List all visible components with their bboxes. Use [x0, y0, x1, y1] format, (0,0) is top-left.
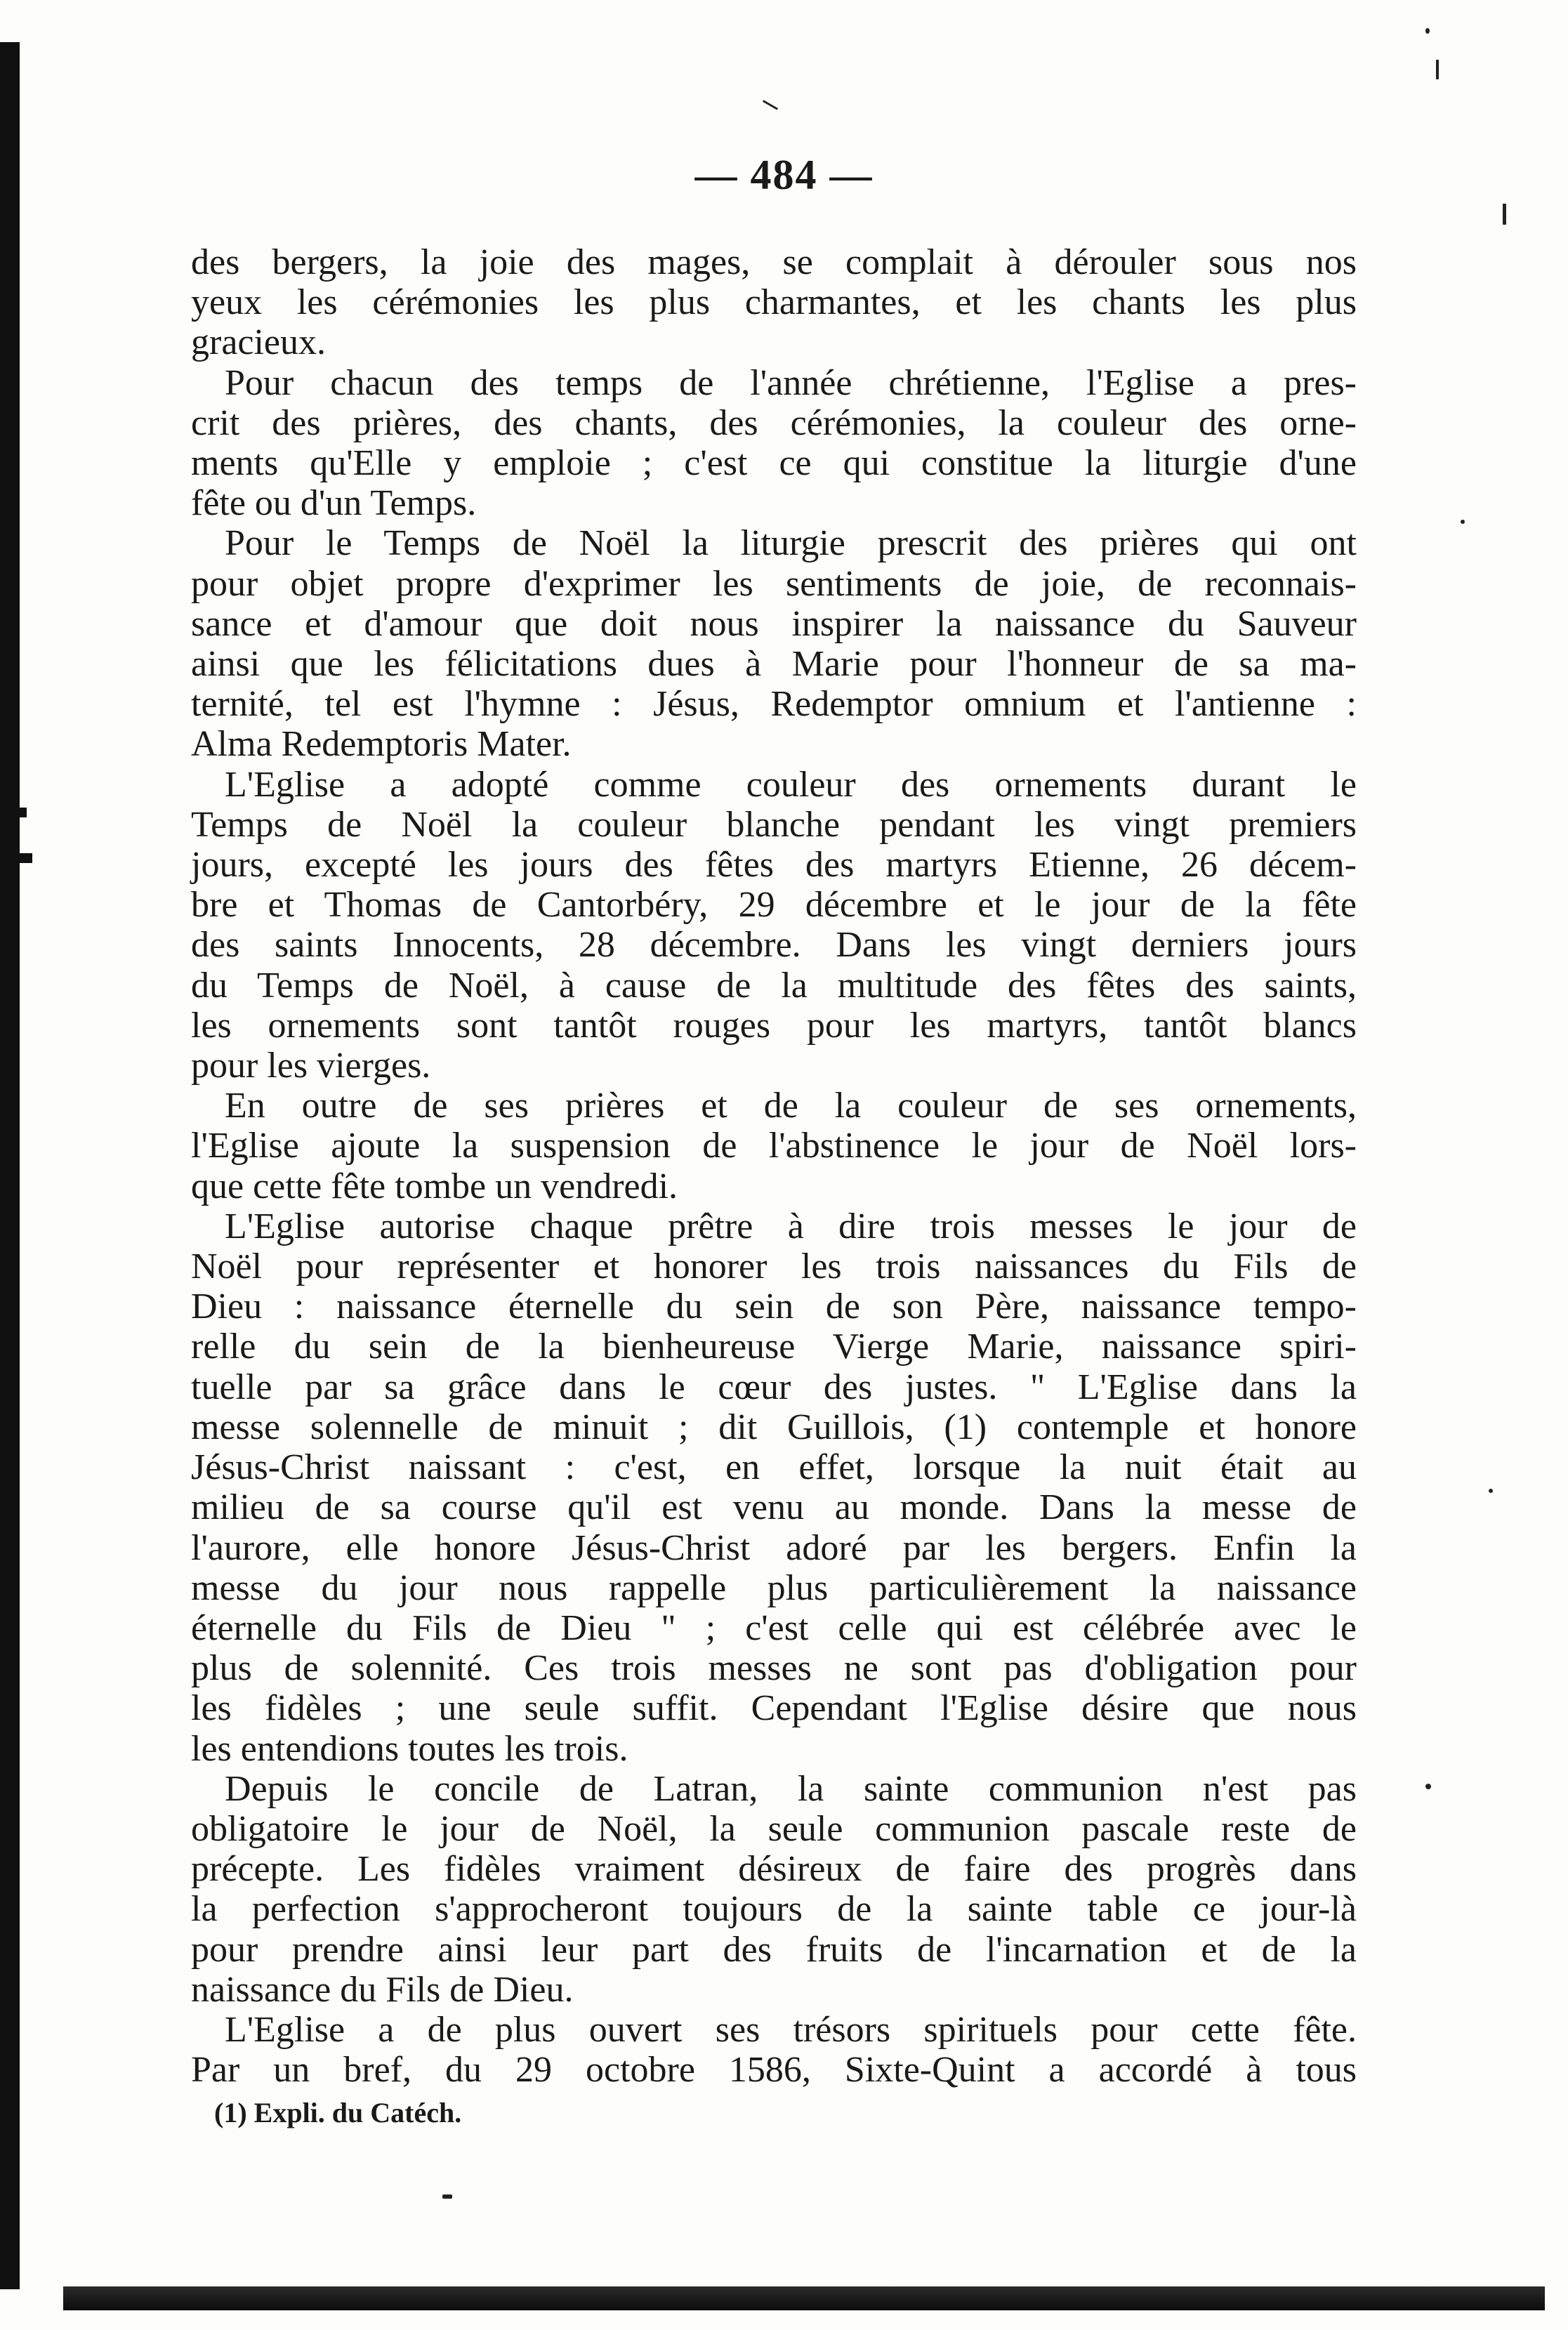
scan-speck: [442, 2194, 452, 2199]
text-line: ainsi que les félicitations dues à Marie pour l'honneur de sa ma-: [191, 644, 1357, 685]
text-line: jours, excepté les jours des fêtes des martyrs Etienne, 26 décem-: [191, 845, 1357, 886]
scan-speck: [1461, 520, 1465, 524]
text-line: du Temps de Noël, à cause de la multitude des fêtes des saints,: [191, 965, 1357, 1006]
text-line: Dieu : naissance éternelle du sein de son Père, naissance tempo-: [191, 1286, 1357, 1327]
text-line: L'Eglise a adopté comme couleur des ornements durant le: [225, 764, 1357, 805]
text-line: plus de solennité. Ces trois messes ne sont pas d'obligation pour: [191, 1648, 1357, 1689]
text-line: des bergers, la joie des mages, se complait à dérouler sous nos: [191, 242, 1357, 282]
text-line: Depuis le concile de Latran, la sainte communion n'est pas: [225, 1768, 1357, 1809]
scan-speck: [1489, 1489, 1493, 1493]
text-line: crit des prières, des chants, des cérémonies, la couleur des orne-: [191, 402, 1357, 443]
text-line: précepte. Les fidèles vraiment désireux de faire des progrès dans: [191, 1849, 1357, 1890]
text-line: yeux les cérémonies les plus charmantes, et les chants les plus: [191, 282, 1357, 323]
text-line: Pour le Temps de Noël la liturgie prescrit des prières qui ont: [225, 523, 1357, 564]
text-line: Par un bref, du 29 octobre 1586, Sixte-Quint a accordé à tous: [191, 2050, 1357, 2091]
text-line: Jésus-Christ naissant : c'est, en effet, lorsque la nuit était au: [191, 1447, 1357, 1488]
text-line: ments qu'Elle y emploie ; c'est ce qui constitue la liturgie d'une: [191, 443, 1357, 484]
text-line: pour prendre ainsi leur part des fruits de l'incarnation et de la: [191, 1929, 1357, 1970]
page-bottom-edge: [63, 2286, 1545, 2310]
scan-speck: [1503, 204, 1506, 225]
body-text: [191, 242, 1357, 2090]
text-line: naissance du Fils de Dieu.: [191, 1969, 574, 2010]
text-line: éternelle du Fils de Dieu " ; c'est celle qui est célébrée avec le: [191, 1607, 1357, 1648]
text-line: Noël pour représenter et honorer les trois naissances du Fils de: [191, 1246, 1357, 1287]
text-line: l'aurore, elle honore Jésus-Christ adoré par les bergers. Enfin la: [191, 1527, 1357, 1568]
text-line: obligatoire le jour de Noël, la seule communion pascale reste de: [191, 1808, 1357, 1849]
text-line: les ornements sont tantôt rouges pour les martyrs, tantôt blancs: [191, 1005, 1357, 1046]
text-line: L'Eglise autorise chaque prêtre à dire trois messes le jour de: [225, 1206, 1357, 1246]
text-line: messe solennelle de minuit ; dit Guillois, (1) contemple et honore: [191, 1407, 1357, 1447]
scan-speck: [1425, 1784, 1431, 1789]
text-line: relle du sein de la bienheureuse Vierge Marie, naissance spiri-: [191, 1327, 1357, 1367]
text-line: milieu de sa course qu'il est venu au monde. Dans la messe de: [191, 1487, 1357, 1528]
text-line: Temps de Noël la couleur blanche pendant les vingt premiers: [191, 804, 1357, 845]
scan-speck: [1425, 28, 1430, 34]
text-line: En outre de ses prières et de la couleur de ses ornements,: [225, 1086, 1357, 1126]
binding-notch: [0, 853, 32, 863]
text-line: les fidèles ; une seule suffit. Cependant l'Eglise désire que nous: [191, 1688, 1357, 1729]
text-line: l'Eglise ajoute la suspension de l'abstinence le jour de Noël lors-: [191, 1126, 1357, 1166]
text-line: Alma Redemptoris Mater.: [191, 724, 572, 765]
text-line: tuelle par sa grâce dans le cœur des justes. " L'Eglise dans la: [191, 1367, 1357, 1407]
scan-speck: [763, 100, 778, 110]
scan-speck: [1436, 60, 1439, 79]
text-line: gracieux.: [191, 322, 327, 363]
text-line: fête ou d'un Temps.: [191, 483, 477, 524]
text-line: L'Eglise a de plus ouvert ses trésors spirituels pour cette fête.: [225, 2009, 1357, 2050]
text-line: les entendions toutes les trois.: [191, 1728, 628, 1769]
text-line: bre et Thomas de Cantorbéry, 29 décembre et le jour de la fête: [191, 885, 1357, 926]
text-line: la perfection s'approcheront toujours de la sainte table ce jour-là: [191, 1889, 1357, 1930]
text-line: pour les vierges.: [191, 1046, 431, 1086]
page-number: — 484 —: [694, 152, 874, 198]
text-line: messe du jour nous rappelle plus particulièrement la naissance: [191, 1567, 1357, 1608]
text-line: que cette fête tombe un vendredi.: [191, 1166, 678, 1206]
text-line: sance et d'amour que doit nous inspirer la naissance du Sauveur: [191, 603, 1357, 644]
footnote: (1) Expli. du Catéch.: [214, 2097, 462, 2128]
page-binding-edge: [0, 42, 20, 2289]
text-line: des saints Innocents, 28 décembre. Dans les vingt derniers jours: [191, 925, 1357, 966]
text-line: Pour chacun des temps de l'année chrétienne, l'Eglise a pres-: [225, 362, 1357, 403]
text-line: pour objet propre d'exprimer les sentiments de joie, de reconnais-: [191, 563, 1357, 604]
binding-notch: [0, 808, 27, 817]
text-line: ternité, tel est l'hymne : Jésus, Redemptor omnium et l'antienne :: [191, 684, 1357, 725]
